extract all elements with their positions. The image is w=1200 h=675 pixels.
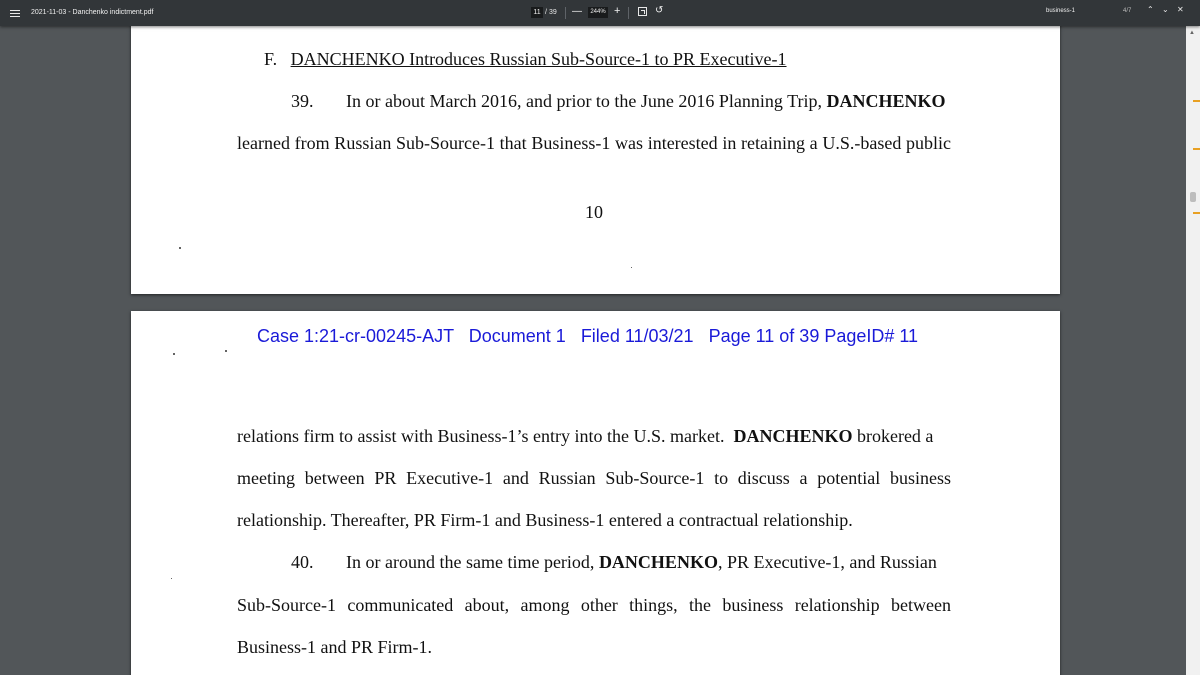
scan-speck: [173, 353, 175, 355]
paragraph-line: [237, 426, 933, 447]
heading-letter: F.: [264, 49, 278, 69]
scrollbar-thumb[interactable]: [1190, 192, 1196, 202]
vertical-scrollbar[interactable]: [1186, 26, 1200, 675]
paragraph-line: [346, 552, 937, 573]
rotate-icon[interactable]: ↺: [655, 5, 664, 16]
paragraph-line: learned from Russian Sub-Source-1 that Business-1 was interested in retaining a U.S.-based public: [237, 133, 951, 153]
paragraph-line: relationship. Thereafter, PR Firm-1 and Business-1 entered a contractual relationship.: [237, 510, 853, 530]
find-match-marker: [1193, 100, 1200, 102]
heading-text: DANCHENKO Introduces Russian Sub-Source-1 to PR Executive-1: [290, 49, 787, 69]
paragraph-text: brokered a: [856, 426, 934, 446]
pdf-viewer[interactable]: [0, 26, 1186, 675]
paragraph-line: [346, 91, 945, 112]
find-close-icon[interactable]: ✕: [1177, 5, 1184, 14]
scroll-up-icon[interactable]: ▲: [1189, 30, 1195, 36]
scan-speck: [171, 578, 172, 579]
find-bar: [1034, 0, 1200, 24]
zoom-level-input[interactable]: 244%: [588, 7, 608, 18]
pdf-toolbar: [0, 0, 1200, 26]
scan-speck: [631, 267, 632, 268]
find-input[interactable]: business-1: [1046, 8, 1076, 14]
find-previous-icon[interactable]: ⌃: [1147, 5, 1154, 14]
defendant-name: DANCHENKO: [598, 552, 718, 572]
zoom-out-button[interactable]: —: [572, 6, 582, 17]
paragraph-text: In or about March 2016, and prior to the June 2016 Planning Trip,: [346, 91, 822, 111]
paragraph-line: Business-1 and PR Firm-1.: [237, 637, 433, 657]
court-filing-header: Case 1:21-cr-00245-AJT Document 1 Filed 11/03/21 Page 11 of 39 PageID# 11: [257, 326, 919, 346]
find-match-marker: [1193, 148, 1200, 150]
scan-speck: [225, 350, 227, 352]
page-number-footer: 10: [585, 202, 603, 222]
scan-speck: [179, 247, 181, 249]
menu-icon[interactable]: [10, 8, 20, 18]
fit-to-page-icon[interactable]: [638, 7, 647, 16]
paragraph-line: meeting between PR Executive-1 and Russian Sub-Source-1 to discuss a potential business: [237, 468, 951, 488]
paragraph-number: 39.: [291, 91, 314, 111]
document-title: 2021-11-03 - Danchenko indictment.pdf: [31, 9, 154, 16]
defendant-name: DANCHENKO: [826, 91, 946, 111]
zoom-in-button[interactable]: +: [614, 5, 621, 17]
section-heading: [264, 49, 787, 70]
page-total: 39: [549, 9, 557, 16]
paragraph-text: relations firm to assist with Business-1’s entry into the U.S. market.: [237, 426, 725, 446]
find-match-count: 4/7: [1123, 8, 1132, 14]
defendant-name: DANCHENKO: [733, 426, 853, 446]
pdf-page-10: [131, 26, 1060, 294]
pdf-page-11: [131, 311, 1060, 675]
find-next-icon[interactable]: ⌄: [1162, 5, 1169, 14]
paragraph-text: , PR Executive-1, and Russian: [717, 552, 937, 572]
paragraph-number: 40.: [291, 552, 314, 572]
toolbar-divider: [628, 7, 629, 19]
page-separator: /: [545, 9, 547, 16]
toolbar-divider: [565, 7, 566, 19]
paragraph-line: Sub-Source-1 communicated about, among other things, the business relationship between: [237, 595, 951, 615]
paragraph-text: In or around the same time period,: [346, 552, 595, 572]
page-number-input[interactable]: 11: [531, 7, 543, 18]
find-match-marker: [1193, 212, 1200, 214]
